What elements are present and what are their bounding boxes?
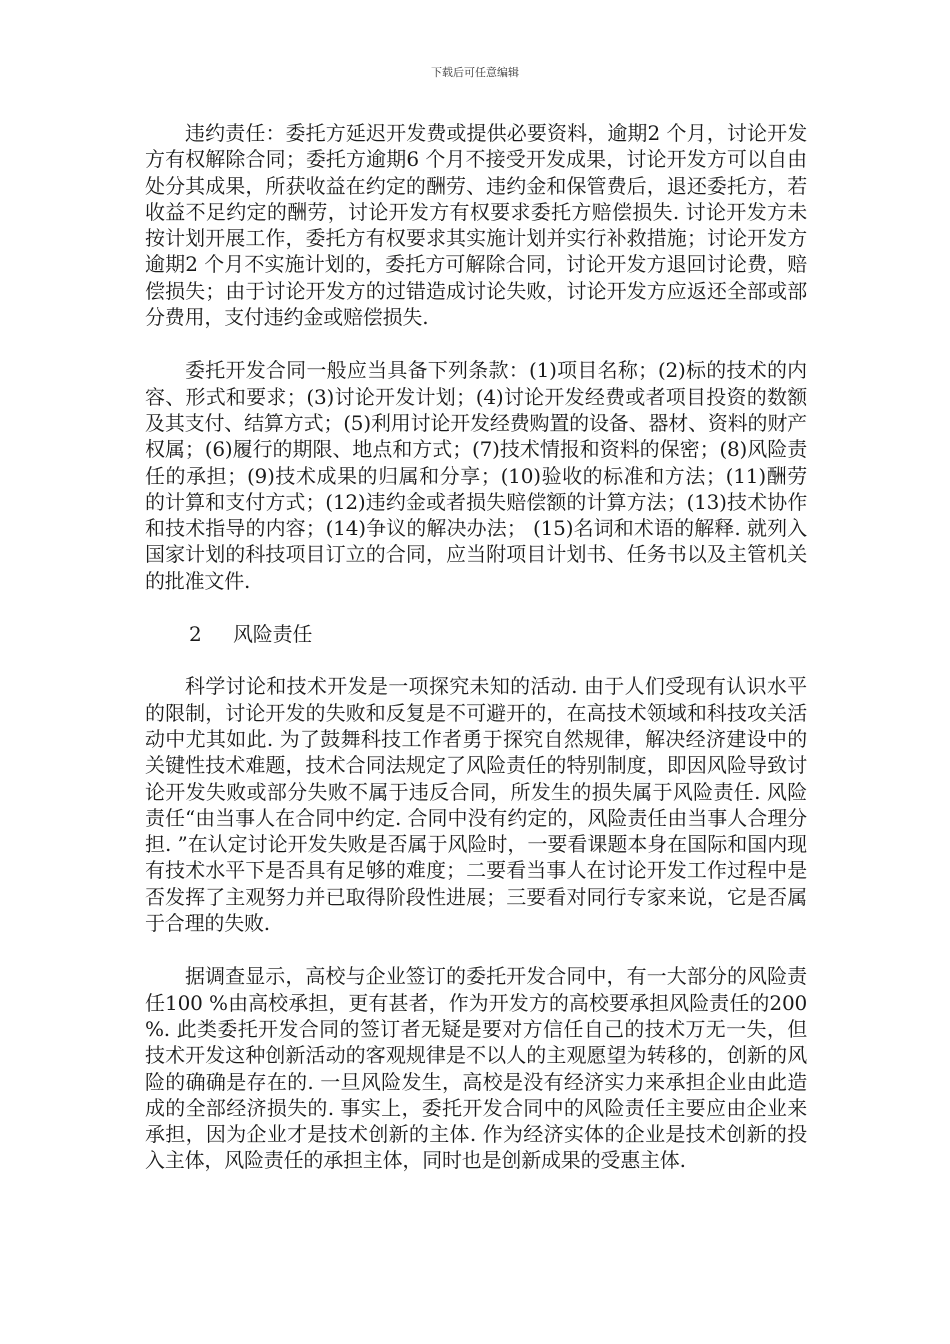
paragraph-contract-terms: 委托开发合同一般应当具备下列条款：(1)项目名称；(2)标的技术的内容、形式和要求；(3)讨论开发计划；(4)讨论开发经费或者项目投资的数额及其支付、结算方式；(5)利用讨论开发经费购置的设备、器材、资料的财产权属；(6)履行的期限、地点和方式；(7)技术情报和资料的保密；(8)风险责任的承担；(9)技术成果的归属和分享；(10)验收的标准和方法；(11)酬劳的计算和支付方式；(12)违约金或者损失赔偿额的计算方法；(13)技术协作和技术指导的内容；(14)争议的解决办法； (15)名词和术语的解释. 就列入国家计划的科技项目订立的合同，应当附项目计划书、任务书以及主管机关的批准文件. xyxy=(145,358,807,593)
section-title: 风险责任 xyxy=(233,622,313,647)
section-heading xyxy=(145,621,807,647)
paragraph-survey-findings: 据调查显示，高校与企业签订的委托开发合同中，有一大部分的风险责任100 %由高校承担，更有甚者，作为开发方的高校要承担风险责任的200 %. 此类委托开发合同的签订者无疑是要对方信任自己的技术万无一失，但技术开发这种创新活动的客观规律是不以人的主观愿望为转移的，创新的风险的确确是存在的. 一旦风险发生，高校是没有经济实力来承担企业由此造成的全部经济损失的. 事实上，委托开发合同中的风险责任主要应由企业来承担，因为企业才是技术创新的主体. 作为经济实体的企业是技术创新的投入主体，风险责任的承担主体，同时也是创新成果的受惠主体. xyxy=(145,964,807,1173)
paragraph-risk-definition: 科学讨论和技术开发是一项探究未知的活动. 由于人们受现有认识水平的限制，讨论开发的失败和反复是不可避开的，在高技术领域和科技攻关活动中尤其如此. 为了鼓舞科技工作者勇于探究自然规律，解决经济建设中的关键性技术难题，技术合同法规定了风险责任的特别制度，即因风险导致讨论开发失败或部分失败不属于违反合同，所发生的损失属于风险责任. 风险责任“由当事人在合同中约定. 合同中没有约定的，风险责任由当事人合理分担. ”在认定讨论开发失败是否属于风险时，一要看课题本身在国际和国内现有技术水平下是否具有足够的难度；二要看当事人在讨论开发工作过程中是否发挥了主观努力并已取得阶段性进展；三要看对同行专家来说，它是否属于合理的失败. xyxy=(145,674,807,936)
section-number: 2 xyxy=(189,622,202,647)
page-header: 下载后可任意编辑 xyxy=(431,66,519,79)
document-body xyxy=(145,120,807,1201)
paragraph-breach-liability: 违约责任：委托方延迟开发费或提供必要资料，逾期2 个月，讨论开发方有权解除合同；委托方逾期6 个月不接受开发成果，讨论开发方可以自由处分其成果，所获收益在约定的酬劳、违约金和保管费后，退还委托方，若收益不足约定的酬劳，讨论开发方有权要求委托方赔偿损失. 讨论开发方未按计划开展工作，委托方有权要求其实施计划并实行补救措施；讨论开发方逾期2 个月不实施计划的，委托方可解除合同，讨论开发方退回讨论费，赔偿损失；由于讨论开发方的过错造成讨论失败，讨论开发方应返还全部或部分费用，支付违约金或赔偿损失. xyxy=(145,121,807,330)
